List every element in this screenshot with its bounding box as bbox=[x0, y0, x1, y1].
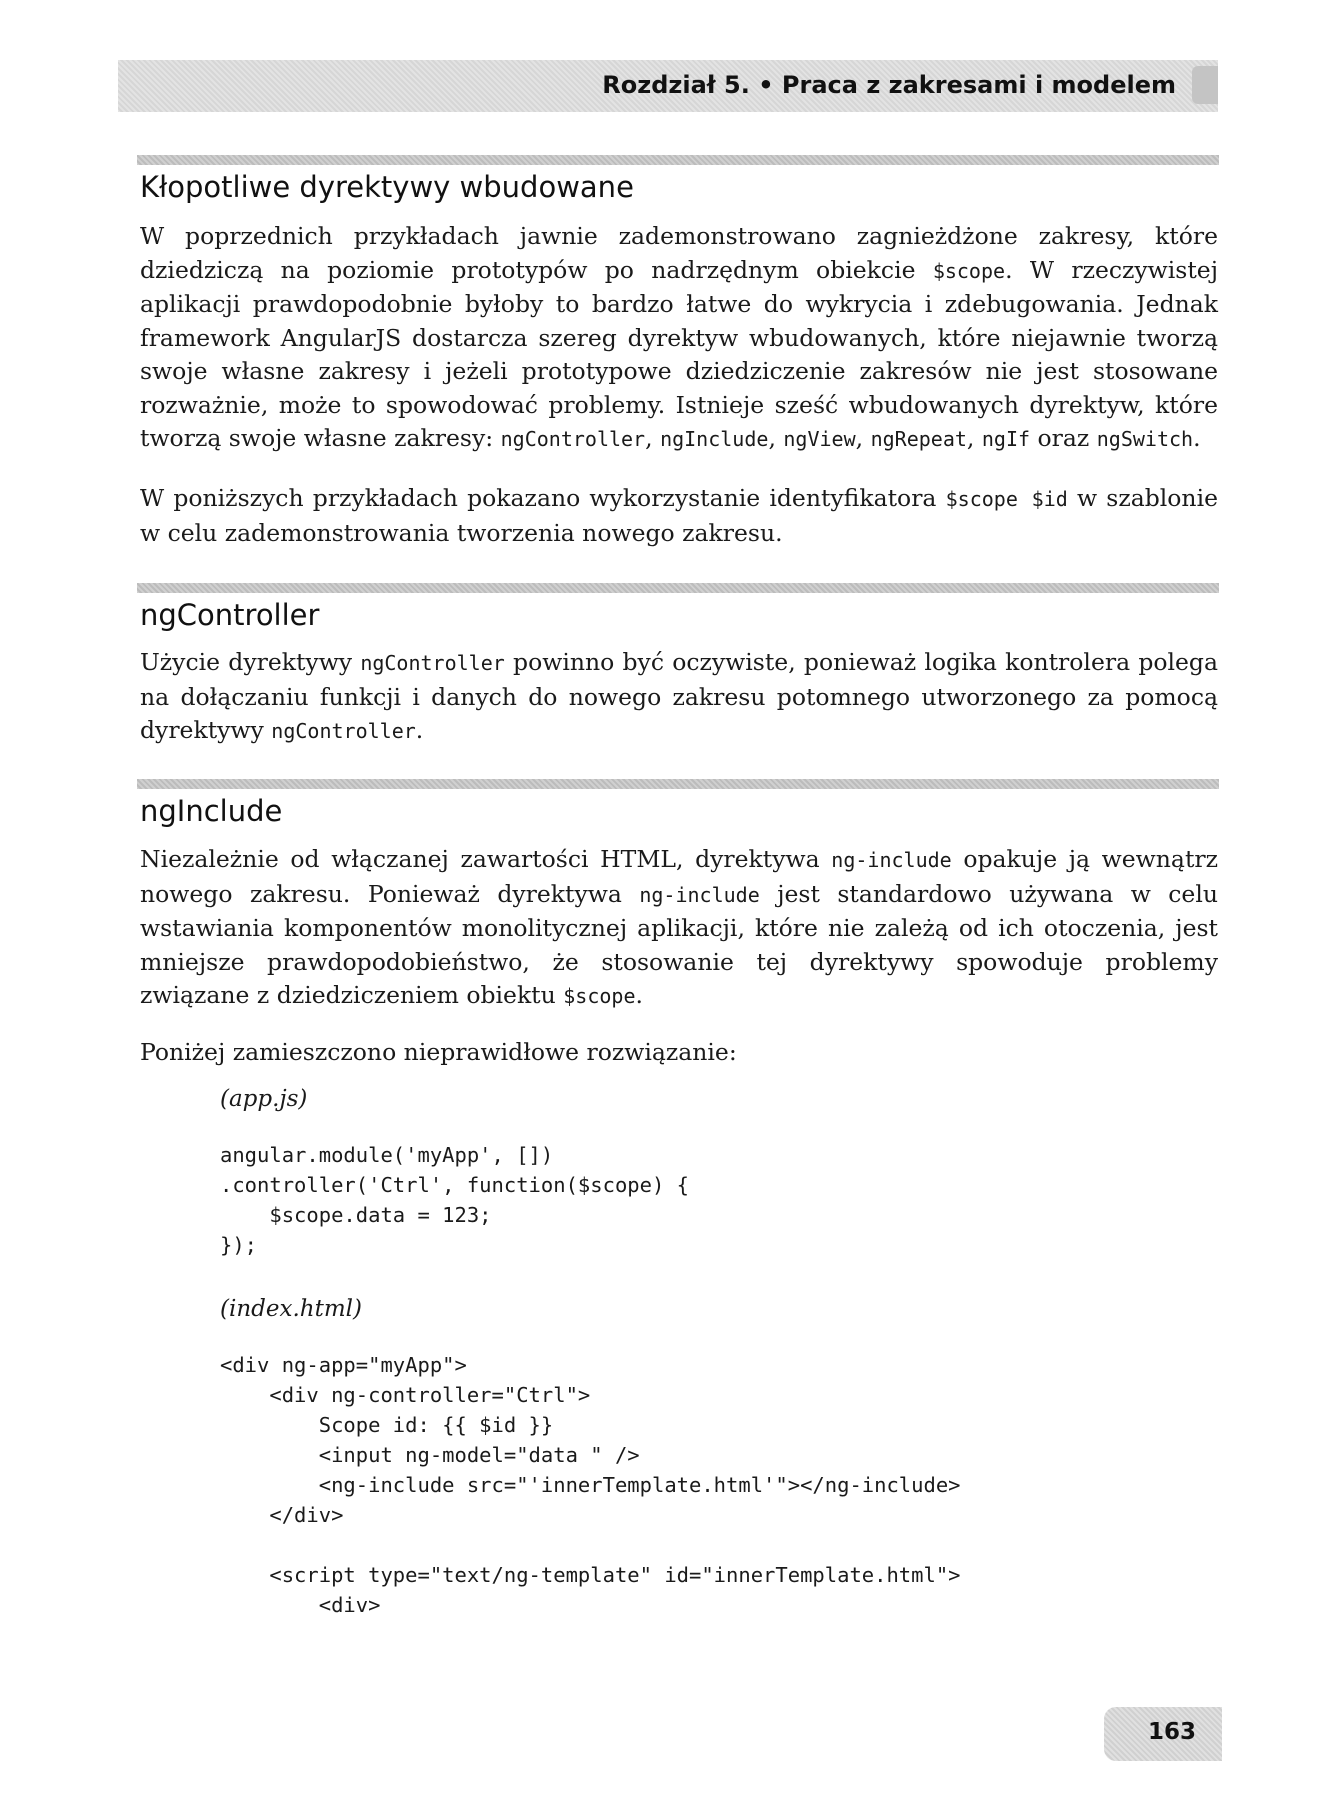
inline-code: ngSwitch bbox=[1096, 427, 1194, 451]
section-rule bbox=[137, 583, 1219, 593]
inline-code: ng-include bbox=[639, 882, 760, 907]
inline-code: ngIf bbox=[981, 427, 1031, 451]
section-paragraph: W poniższych przykładach pokazano wykorzystanie identyfikatora $scope $id w szablonie w celu zademonstrowania tworzenia nowego zakresu. bbox=[140, 484, 1218, 547]
section-heading: ngInclude bbox=[140, 794, 283, 828]
inline-code: $scope bbox=[563, 984, 636, 1008]
section-paragraph: Poniżej zamieszczono nieprawidłowe rozwiązanie: bbox=[140, 1038, 737, 1066]
inline-code: ngController bbox=[500, 427, 646, 451]
inline-code: ngRepeat bbox=[870, 427, 967, 451]
section-paragraph: Użycie dyrektywy ngController powinno być oczywiste, ponieważ logika kontrolera polega na dołączaniu funkcji i danych do nowego zakresu potomnego utworzonego za pomocą dyrektywy ngController. bbox=[140, 648, 1218, 744]
inline-code: ngInclude bbox=[660, 427, 769, 451]
code-file-label: (index.html) bbox=[220, 1296, 362, 1322]
section-heading: ngController bbox=[140, 598, 320, 632]
section-rule bbox=[137, 779, 1219, 789]
code-file-label: (app.js) bbox=[220, 1086, 308, 1112]
section-paragraph: W poprzednich przykładach jawnie zademonstrowano zagnieżdżone zakresy, które dziedziczą na poziomie prototypów po nadrzędnym obiekcie $scope. W rzeczywistej aplikacji prawdopodobnie byłoby to bardzo łatwe do wykrycia i zdebugowania. Jednak framework AngularJS dostarcza szereg dyrektyw wbudowanych, które niejawnie tworzą swoje własne zakresy i jeżeli prototypowe dziedziczenie zakresów nie jest stosowane rozważnie, może to spowodować problemy. Istnieje sześć wbudowanych dyrektyw, które tworzą swoje własne zakresy: ngController, ngInclude, ngView, ngRepeat, ngIf oraz ngSwitch. bbox=[140, 222, 1218, 452]
code-block: <div ng-app="myApp"> <div ng-controller="Ctrl"> Scope id: {{ $id }} <input ng-model="data " /> <ng-include src="'innerTemplate.html'"></ng-include> </div> <script type="text/ng-template" id="innerTemplate.html"> <div> bbox=[220, 1353, 961, 1617]
inline-code: ngController bbox=[271, 719, 416, 743]
code-block: angular.module('myApp', []) .controller('Ctrl', function($scope) { $scope.data = 123; }); bbox=[220, 1143, 689, 1257]
inline-code: ngController bbox=[360, 651, 505, 675]
inline-code: $scope bbox=[932, 258, 1006, 283]
page-number-box bbox=[1104, 1707, 1222, 1761]
running-header-title: Rozdział 5. • Praca z zakresami i modelem bbox=[602, 71, 1176, 99]
section-paragraph: Niezależnie od włączanej zawartości HTML, dyrektywa ng-include opakuje ją wewnątrz nowego zakresu. Ponieważ dyrektywa ng-include jest standardowo używana w celu wstawiania komponentów monolitycznej aplikacji, które nie zależą od ich otoczenia, jest mniejsze prawdopodobieństwo, że stosowanie tej dyrektywy spowoduje problemy związane z dziedziczeniem obiektu $scope. bbox=[140, 845, 1219, 1009]
running-header bbox=[118, 60, 1218, 112]
inline-code: ngView bbox=[783, 427, 856, 451]
section-heading: Kłopotliwe dyrektywy wbudowane bbox=[140, 170, 634, 204]
inline-code: ng-include bbox=[831, 848, 952, 872]
inline-code: $scope $id bbox=[945, 487, 1068, 511]
header-tab-marker bbox=[1192, 66, 1218, 104]
page-number: 163 bbox=[1147, 1719, 1196, 1745]
section-rule bbox=[137, 155, 1219, 165]
